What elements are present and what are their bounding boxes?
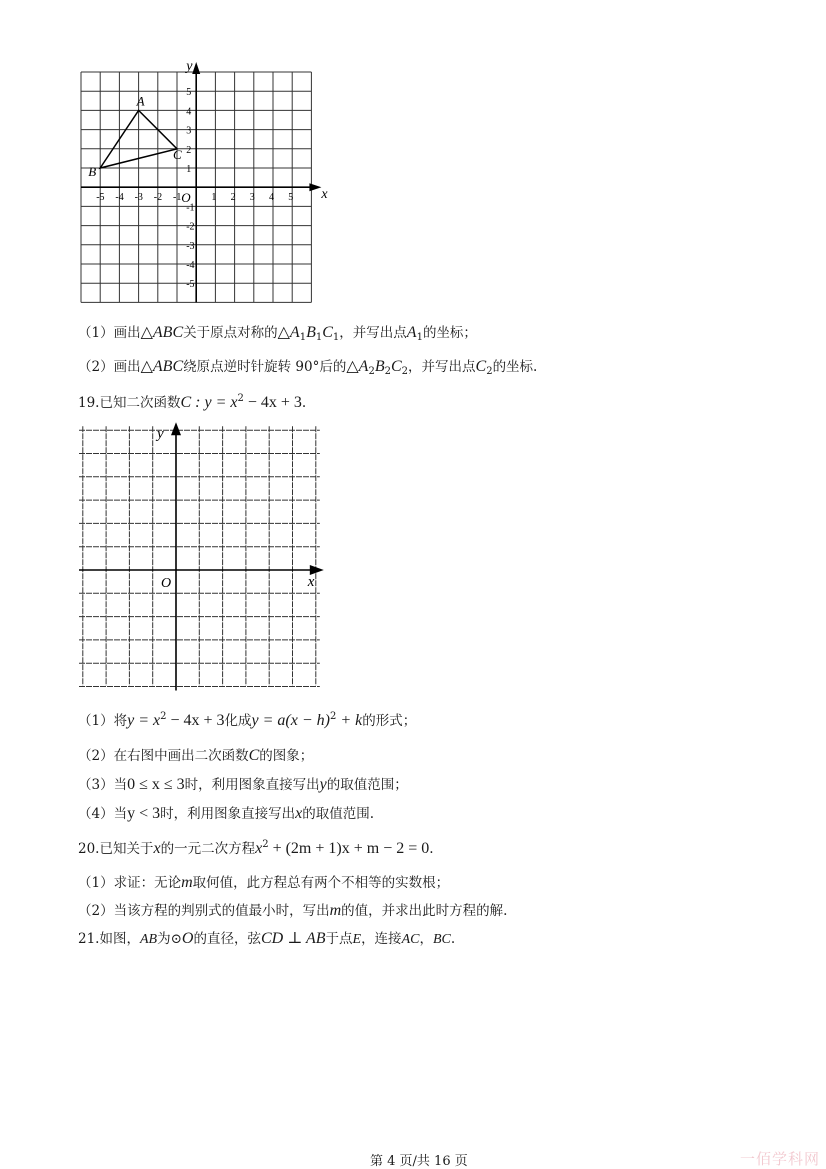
math: y = a (251, 712, 286, 729)
text: 的图象； (259, 748, 314, 764)
math: − 4x + 3 (243, 394, 302, 411)
text: 的直径，弦 (193, 931, 261, 947)
page-footer: 第 4 页/共 16 页 (370, 1154, 468, 1169)
y-tick-label: -3 (186, 240, 195, 252)
text: 的取值范围； (326, 777, 408, 793)
text: 19.已知二次函数 (78, 395, 181, 411)
text: 21.如图， (78, 931, 140, 947)
figure-blank-grid (78, 422, 323, 694)
figure-triangle-grid (78, 59, 328, 312)
origin-label: O (181, 190, 191, 206)
text: （1）画出 (78, 325, 141, 341)
math: BC (432, 932, 451, 947)
text: . (429, 841, 434, 857)
math: x (295, 805, 303, 822)
sub: 2 (486, 366, 493, 377)
math: C (248, 747, 260, 764)
math-c: C (322, 324, 333, 341)
x-tick-label: 5 (288, 192, 294, 204)
x-tick-label: -1 (173, 192, 182, 204)
text: ，并写出点 (339, 325, 407, 341)
math: 0 ≤ x ≤ 3 (127, 776, 185, 793)
math: △ABC (140, 324, 184, 341)
y-axis-arrow-icon (192, 62, 200, 74)
math: m (329, 902, 342, 919)
y-tick-label: 2 (186, 144, 192, 156)
point-label-c: C (173, 146, 182, 162)
point-label-a: A (136, 93, 145, 109)
math: AB (139, 932, 158, 947)
sup: 2 (329, 711, 337, 722)
text: 取何值，此方程总有两个不相等的实数根； (192, 875, 450, 891)
math: + k (336, 712, 363, 729)
text: 绕原点逆时针旋转 90°后的 (183, 359, 347, 375)
math: − 4x + 3 (166, 712, 225, 729)
text: ，连接 (361, 931, 402, 947)
q19-part4 (78, 805, 374, 823)
text: （3）当 (78, 777, 128, 793)
q20-title (78, 840, 434, 858)
text: 的值，并求出此时方程的解. (341, 903, 508, 919)
math: + (2m + 1)x + m − 2 = 0 (268, 840, 430, 857)
math: m (181, 874, 193, 891)
sup: 2 (237, 393, 244, 404)
math: C (475, 358, 487, 375)
math: E (352, 932, 362, 947)
text: . (450, 931, 456, 947)
text: （2）当该方程的判别式的值最小时，写出 (78, 903, 330, 919)
y-tick-label: -1 (186, 202, 195, 214)
text: 时，利用图象直接写出 (184, 777, 320, 793)
y-axis-arrow-icon (171, 422, 181, 435)
text: （2）在右图中画出二次函数 (78, 748, 249, 764)
y-tick-label: -4 (186, 260, 195, 271)
point-label-b: B (88, 164, 97, 179)
text: . (301, 395, 307, 411)
math: AC (401, 932, 420, 947)
q19-part3 (78, 776, 408, 794)
math: A (406, 324, 417, 341)
math-b: B (374, 358, 385, 375)
text: 的一元二次方程 (160, 841, 256, 857)
y-axis-label: y (157, 426, 164, 443)
math-c: C (390, 358, 402, 375)
text: ， (419, 931, 433, 947)
q18-part1 (78, 324, 477, 342)
x-tick-label: 4 (269, 192, 274, 204)
text: 于点 (325, 931, 353, 947)
text: 的形式； (362, 713, 417, 729)
math: △A (346, 358, 369, 375)
x-axis-label: x (321, 187, 328, 203)
x-tick-label: 2 (230, 192, 236, 204)
text: 为⊙ (157, 931, 182, 947)
x-tick-label: -4 (115, 192, 124, 204)
y-tick-label: 4 (186, 106, 192, 118)
math: (x − h) (285, 712, 330, 729)
sub: 2 (384, 366, 391, 377)
y-tick-label: 1 (186, 164, 192, 175)
sup: 2 (262, 839, 269, 850)
sub: 1 (299, 332, 307, 343)
q19-title (78, 394, 306, 412)
q21-title (78, 930, 455, 949)
x-tick-label: 1 (211, 192, 217, 204)
text: （1）将 (78, 713, 128, 729)
x-axis-label: x (307, 574, 315, 590)
text: 的坐标. (492, 359, 538, 375)
math: x (255, 840, 263, 857)
q18-part2 (78, 358, 537, 376)
q19-part1 (78, 712, 416, 730)
x-tick-label: -2 (153, 192, 163, 204)
text: （2）画出 (78, 359, 141, 375)
text: 的坐标； (422, 325, 477, 341)
text: 化成 (224, 713, 252, 729)
x-tick-label: -5 (96, 192, 105, 204)
math: C : y = x (180, 394, 238, 411)
text: 20.已知关于 (78, 841, 154, 857)
math: O (181, 930, 194, 947)
y-tick-label: -5 (186, 279, 195, 291)
sub: 1 (315, 332, 323, 343)
math: y = x (127, 712, 161, 729)
q20-part2 (78, 902, 507, 920)
sup: 2 (160, 711, 167, 722)
y-axis-label: y (186, 59, 193, 74)
text: ，并写出点 (408, 359, 476, 375)
q19-part2 (78, 747, 313, 765)
math: x (153, 840, 161, 857)
x-tick-label: -3 (134, 192, 143, 204)
text: （1）求证：无论 (78, 875, 182, 891)
math: △ABC (140, 358, 184, 375)
q20-part1 (78, 874, 449, 892)
math: y (319, 776, 327, 793)
text: 关于原点对称的 (183, 325, 278, 341)
sub: 2 (401, 366, 409, 377)
sub: 2 (368, 366, 375, 377)
x-axis-arrow-icon (309, 183, 321, 191)
watermark: 一佰学科网 (740, 1150, 821, 1168)
x-tick-label: 3 (249, 192, 255, 204)
math-b: B (306, 324, 316, 341)
y-tick-label: 3 (186, 125, 192, 137)
sub: 1 (332, 332, 340, 343)
math: y < 3 (127, 805, 161, 822)
y-tick-label: -2 (186, 221, 195, 233)
text: 时，利用图象直接写出 (160, 806, 296, 822)
y-tick-label: 5 (186, 87, 192, 99)
text: （4）当 (78, 806, 128, 822)
math: △A (277, 324, 300, 341)
math: CD ⊥ AB (260, 930, 326, 947)
origin-label: O (161, 576, 172, 591)
sub: 1 (416, 332, 423, 343)
text: 的取值范围. (302, 806, 375, 822)
